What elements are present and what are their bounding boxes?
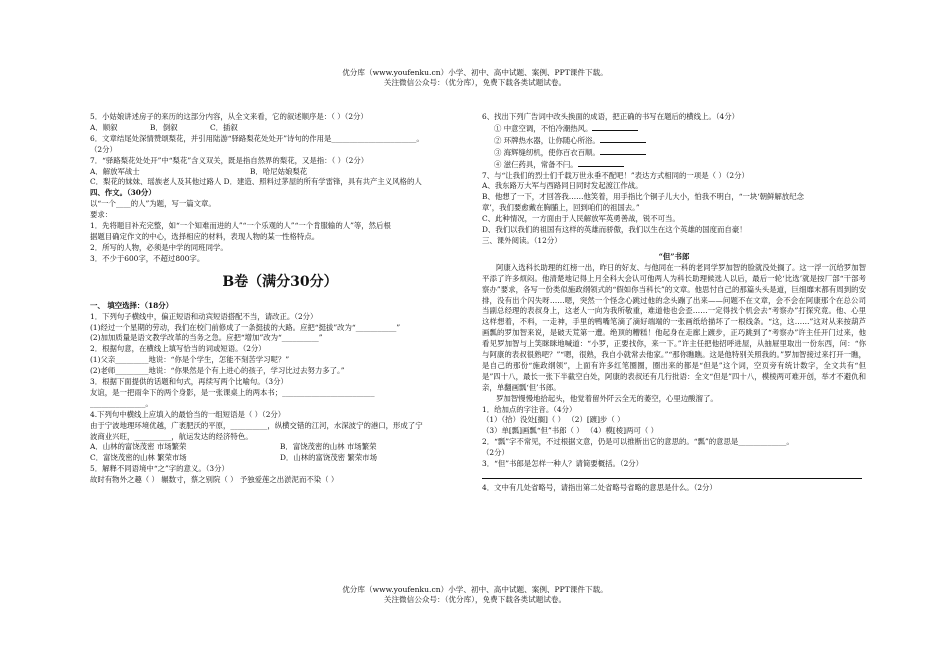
essay-title-prompt: 以“一个____的人”为题，写一篇文章。 [90, 199, 216, 209]
b-q3-line-2: _______________。 [90, 398, 153, 408]
page-footer [0, 585, 950, 605]
right-q7-option-d: D、我们以我们的祖国有这样的英雄而骄傲，我们以生在这个英雄的国度而自豪！ [482, 225, 747, 235]
right-q7-option-a: A、我东路万大军与西路同日同时发起渡江作战。 [482, 181, 643, 191]
header-line-1: 优分库（www.youfenku.cn）小学、初中、高中试题、案例、PPT课件下载。 [342, 68, 608, 77]
story-title: “但”书郎 [658, 251, 690, 261]
right-column [482, 112, 866, 494]
b-q4-options-row-2 [90, 453, 470, 464]
b-q2: 2．根据句意，在横线上填写恰当的词或短语。（2分） [90, 344, 266, 354]
left-q6: 6．文章结尾处深情赞颂梨花，并引用陆游“驿路梨花处处开”诗句的作用是_______________________。 [90, 133, 424, 143]
ad-item-4 [482, 159, 866, 171]
right-q7-option-b-cont: 章’，我们要愈戴在胸脯上，回到咱们的祖国去。” [482, 203, 640, 213]
ad-item-3-text: ③ 海辉缝纫机，使你百衣百顺。 [494, 147, 600, 157]
b-q1-item-1: (1)经过一个星期的劳动，我们在校门前修成了一条挺拔的大路。应把“挺拔”改为“___________” [90, 322, 401, 332]
answer-blank [600, 147, 646, 155]
b-q4-option-a: A．山林的富饶茂密 市场繁荣 [90, 442, 187, 452]
header-line-2: 关注微信公众号：（优分库），免费下载各类试题试卷。 [383, 78, 567, 87]
b-q4-option-d: D．山林的富饶茂密 繁荣市场 [280, 453, 377, 463]
section-1-title: 一、 填空选择：（18分） [90, 300, 174, 310]
ad-item-1-text: ① 中意空调，不怕冷潮热风。 [494, 123, 593, 133]
left-q7-option-b: B．哈尼姑娘梨花 [250, 166, 308, 176]
left-q7-options-cd: C．梨花的妹妹、瑶族老人及其他过路人 D．建造、照料过茅屋的所有学雷锋，具有共产主义风格的人 [90, 177, 422, 187]
b-q4-line-1: 由于宁波地理环境优越，广袤肥沃的平原，__________，纵横交错的江河，水深波宁的港口，形成了宁 [90, 420, 423, 430]
left-q5-option-b: B．倒叙 [150, 122, 178, 132]
answer-blank [600, 135, 646, 143]
left-q7-option-a: A．解放军战士 [90, 166, 140, 176]
ad-item-1 [482, 123, 866, 135]
b-q4-option-c: C．富饶茂密的山林 繁荣市场 [90, 453, 187, 463]
answer-line [482, 470, 862, 479]
b-q1: 1．下列句子横线中，偏正短语和动宾短语搭配不当，请改正。（2分） [90, 311, 318, 321]
b-q2-item-2: (2)老师_________地说：“你果然是个有上进心的孩子，学习比过去努力多了。” [90, 366, 345, 376]
answer-blank [578, 159, 624, 167]
reading-q3: 3．“但”书郎是怎样一种人？请简要概括。（2分） [482, 459, 644, 469]
requirement-1-cont: 据题目确定作文的中心，选择相应的材料，表现人物的某一性格特点。 [90, 231, 320, 241]
story-ending: 罗加智慢慢地拾起头，他觉着留外阡云全无的萎空，心里边酸溜了。 [496, 393, 718, 403]
page-header [0, 68, 950, 88]
left-q7-options [90, 167, 470, 178]
reading-q1-line-1: （1）（拾）没处[搁]（ ） （2）[踱]步（ ） [482, 415, 625, 425]
reading-q1-line-2: （3）单[瓢]画瓢“但”书郎（ ） （4）模[棱]两可（ ） [482, 426, 658, 436]
b-q1-item-2: (2)加加质量是语文教学改革的当务之急。应把“增加”改为“__________” [90, 333, 323, 343]
left-q7: 7．“驿路梨花处处开”中“梨花”含义双关，既是指自然界的梨花，又是指：（ ）（2分） [90, 155, 369, 165]
ad-item-3 [482, 147, 866, 159]
b-q4-option-b: B．富饶茂密的山林 市场繁荣 [280, 442, 377, 452]
left-column [90, 112, 470, 486]
requirement-1: 1．先将题目补充完整，如“一个知难而进的人”“一个乐观的人”“一个肯服输的人”等，然后根 [90, 221, 391, 231]
b-q5: 5．解释不同语境中“之”字的意义。（3分） [90, 464, 229, 474]
left-q5-option-a: A．顺叙 [90, 122, 118, 132]
b-volume-title: B卷（满分30分） [222, 273, 338, 290]
left-q5-options [90, 123, 470, 134]
reading-q1: 1．给加点的字注音。（4分） [482, 404, 577, 414]
right-q7-option-c: C、此种情况，一方面由于人民解放军英勇善战，锐不可当。 [482, 214, 680, 224]
b-q5-items: 故时有物外之趣（ ） 辗数寸，蔡之别院（ ） 予独爱莲之出淤泥而不染（ ） [90, 475, 339, 485]
b-q4-line-2: 波商业兴旺，__________，航运发达的经济特色。 [90, 431, 253, 441]
ad-item-4-text: ④ 滋仨药具，常备不闩。 [494, 159, 578, 169]
story-body: 阿康入选科长助理的红榜一出，昨日的好友、与他同在一科的老同学罗加智的脸就没处搁了。这一浮一沉给罗加智平添了许多烦闷。他清楚地记得上月全科大会认可他两人为科长助理候选人以后，最后一轮‘比选’就是按厂部“干部考察办”要求，各写一份类似施政纲领式的“假如你当科长”的文章。他思忖自己的那篇头头是道，巨细靡末都有周到的安排，没有出个闪失呀……嗯，突然一个怪念心跳过他的念头蹦了出来——问题不在文章，会不会在阿康那个在总公司当副总经理的表叔身上，这老人一向为我所敬重，难道他也会歪……一定得找个机会去“考察办”打探究竟。他、心里这样想着，不料，一走神，手里的鸭嘴笔滴了滴好端端的一张画纸给描坏了一根线条。“这，这……”这对从来按葫芦画瓢的罗加智来说，是破天荒第一遭。绝顶的糟糕！他起身在走廊上踱步，正巧跳到了“考察办”许主任开门过来，他看见罗加智与上笑眯眯地喊道：“小罗，正要找你，来一下。”许主任把他招呼进屋，从抽屉里取出一份东西，问：“你与阿康的表叔很熟吧？”“嗯，很熟，我自小就常去他家。”“那你瞧瞧。这是他特别关照我的。”罗加智接过来打开一瞧，是自己的那份“施政纲领”，上面有许多红笔圈圈，圈出来的都是“但是”这个词，空页旁有统计数字，全文共有“但是”四十八，最长一张下半截空白处，阿康的表叔还有几行批语：全文“但是”四十八，模棱两可难开创，举才不避仇和亲，单翻画瓢‘但’书郎。 [482, 262, 866, 392]
b-q4-options-row-1 [90, 442, 470, 453]
footer-line-2: 关注微信公众号：（优分库），免费下载各类试题试卷。 [383, 595, 567, 604]
b-q3: 3．根据下面提供的话题和句式，再续写两个比喻句。（3分） [90, 377, 288, 387]
ad-item-2-text: ② 环牌热水器，让你随心所浴。 [494, 135, 600, 145]
ad-item-2 [482, 135, 866, 147]
right-q6: 6、找出下列广告词中改头换面的成语，把正确的书写在题后的横线上。（4分） [482, 112, 739, 121]
b-q2-item-1: (1)父亲_________地说：“你是个学生，怎能不刻苦学习呢？” [90, 355, 290, 365]
requirements-label: 要求： [90, 210, 113, 220]
reading-q2-score: （2分） [482, 448, 509, 458]
requirement-2: 2．所写的人物，必须是中学的同班同学。 [90, 242, 228, 252]
left-q5-option-c: C．插叙 [210, 122, 238, 132]
requirement-3: 3．不少于600字，不超过800字。 [90, 253, 205, 263]
left-q5: 5．小姑娘讲述房子的来历的这部分内容，从全文来看，它的叙述顺序是：（ ）（2分） [90, 112, 368, 121]
right-q7: 7、与“让我们的烈士们千载万世永垂不配吧！”表达方式相同的一项是（ ）（2分） [482, 170, 749, 180]
footer-line-1: 优分库（www.youfenku.cn）小学、初中、高中试题、案例、PPT课件下载。 [342, 585, 608, 594]
reading-q2: 2．“瓢”字不常见，不过根据文意，仍是可以推断出它的意思的。“瓢”的意思是_____________。 [482, 437, 794, 447]
reading-q4: 4．文中有几处省略号，请指出第二处省略号省略的意思是什么。（2分） [482, 483, 717, 492]
section-3-title: 三、课外阅读。（12分） [482, 235, 562, 245]
answer-blank [592, 123, 638, 131]
section-4-title: 四、作文。（30分） [90, 188, 156, 198]
left-q6-score: （2分） [90, 144, 117, 154]
b-q3-line-1: 友谊，是一把雨伞下的两个身影，是一张课桌上的两本书；_________________________ [90, 387, 375, 397]
b-q4: 4.下列句中横线上应填入的最恰当的一组短语是（ ）（2分） [90, 409, 286, 419]
right-q7-option-b: B、他想了一下，才回答我……他笑着，用手指比个铜子儿大小，怕我不明白，“一块‘朝鲜解放纪念 [482, 192, 804, 202]
